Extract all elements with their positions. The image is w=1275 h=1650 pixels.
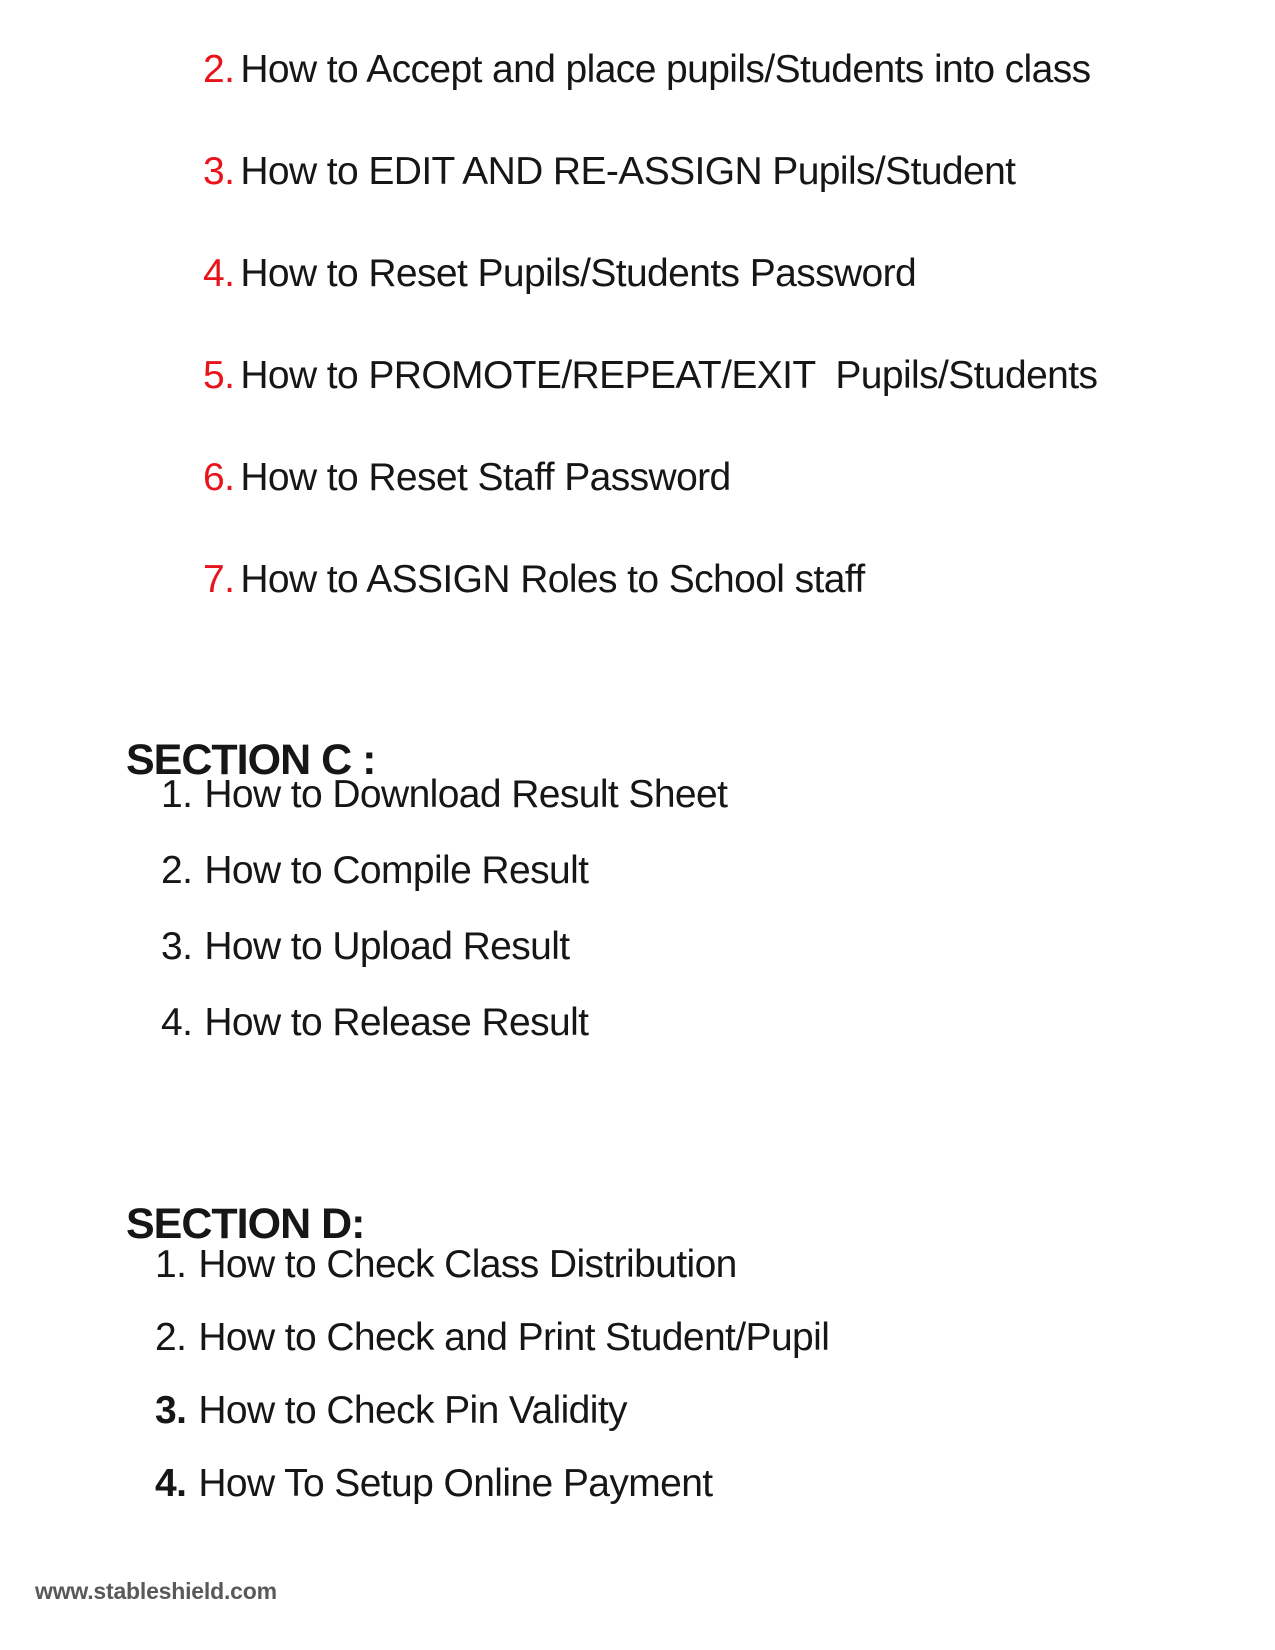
list-item-number: 4. bbox=[161, 1001, 193, 1044]
list-item-text: How to PROMOTE/REPEAT/EXIT Pupils/Students bbox=[240, 354, 1098, 397]
list-item-number: 3. bbox=[155, 1389, 187, 1432]
list-item-number: 1. bbox=[155, 1243, 187, 1286]
list-item-text: How to Reset Staff Password bbox=[240, 456, 731, 499]
list-item-text: How to Compile Result bbox=[204, 849, 589, 892]
list-item bbox=[161, 1001, 588, 1045]
list-item-text: How to ASSIGN Roles to School staff bbox=[240, 558, 865, 601]
list-item-number: 1. bbox=[161, 773, 193, 816]
list-item-number: 4. bbox=[203, 252, 235, 295]
list-item bbox=[161, 773, 727, 817]
list-item bbox=[161, 925, 570, 969]
list-item-text: How to Release Result bbox=[204, 1001, 589, 1044]
list-item-text: How to Reset Pupils/Students Password bbox=[240, 252, 917, 295]
list-item bbox=[155, 1389, 627, 1433]
list-item-text: How to Download Result Sheet bbox=[204, 773, 728, 816]
footer-website-url: www.stableshield.com bbox=[35, 1578, 277, 1604]
list-item-number: 2. bbox=[155, 1316, 187, 1359]
list-item-text: How to Upload Result bbox=[204, 925, 570, 968]
list-item bbox=[203, 354, 1097, 398]
list-item bbox=[155, 1462, 713, 1506]
section-c-heading: SECTION C : bbox=[126, 735, 376, 784]
list-item-number: 7. bbox=[203, 558, 235, 601]
list-item-number: 4. bbox=[155, 1462, 187, 1505]
list-item bbox=[155, 1243, 737, 1287]
list-item-number: 3. bbox=[161, 925, 193, 968]
list-item-number: 2. bbox=[161, 849, 193, 892]
list-item bbox=[203, 456, 731, 500]
list-item bbox=[155, 1316, 829, 1360]
list-item-text: How To Setup Online Payment bbox=[198, 1462, 713, 1505]
list-item-number: 2. bbox=[203, 48, 235, 91]
list-item-number: 6. bbox=[203, 456, 235, 499]
list-item-number: 5. bbox=[203, 354, 235, 397]
list-item-text: How to Check Pin Validity bbox=[198, 1389, 627, 1432]
list-item-text: How to Check Class Distribution bbox=[198, 1243, 737, 1286]
list-item bbox=[203, 558, 865, 602]
list-item bbox=[203, 252, 916, 296]
list-item bbox=[203, 150, 1015, 194]
list-item bbox=[203, 48, 1091, 92]
list-item bbox=[161, 849, 588, 893]
list-item-text: How to Accept and place pupils/Students into class bbox=[240, 48, 1091, 91]
list-item-text: How to Check and Print Student/Pupil bbox=[198, 1316, 830, 1359]
list-item-text: How to EDIT AND RE-ASSIGN Pupils/Student bbox=[240, 150, 1016, 193]
list-item-number: 3. bbox=[203, 150, 235, 193]
section-d-heading: SECTION D: bbox=[126, 1199, 365, 1248]
